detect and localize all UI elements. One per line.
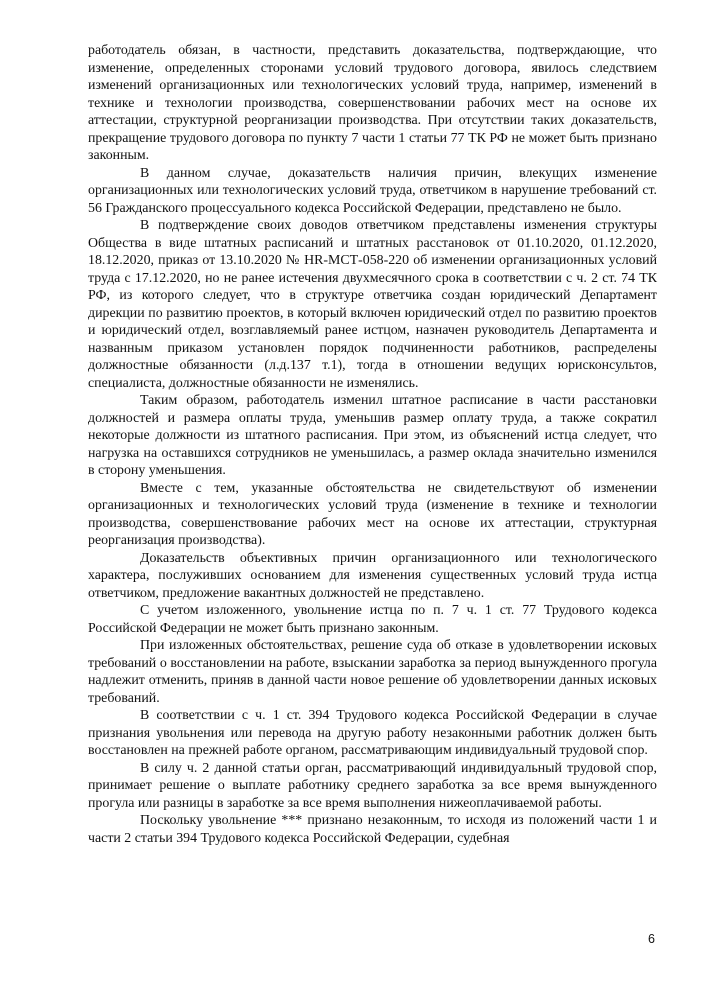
paragraph: В данном случае, доказательств наличия причин, влекущих изменение организационных или технологических условий труда, ответчиком в нарушение требований ст. 56 Гражданского процессуального кодекса Российской Федерации, представлено не было. <box>88 165 657 216</box>
paragraph: При изложенных обстоятельствах, решение суда об отказе в удовлетворении исковых требований о восстановлении на работе, взыскании заработка за период вынужденного прогула надлежит отменить, приняв в данной части новое решение об удовлетворении данных исковых требований. <box>88 638 657 706</box>
paragraph: Доказательств объективных причин организационного или технологического характера, послуживших основанием для изменения существенных условий труда истца ответчиком, предложение вакантных должностей не представлено. <box>88 550 657 601</box>
page-number: 6 <box>648 932 655 946</box>
paragraph: Таким образом, работодатель изменил штатное расписание в части расстановки должностей и размера оплаты труда, уменьшив размер оплату труда, а также сократил некоторые должности из штатного расписания. При этом, из объяснений истца следует, что нагрузка на оставшихся сотрудников не уменьшилась, а размер оклада значительно изменился в сторону уменьшения. <box>88 393 657 478</box>
paragraph: С учетом изложенного, увольнение истца по п. 7 ч. 1 ст. 77 Трудового кодекса Российской Федерации не может быть признано законным. <box>88 603 657 636</box>
body-text <box>88 42 657 847</box>
paragraph: работодатель обязан, в частности, представить доказательства, подтверждающие, что изменение, определенных сторонами условий трудового договора, явилось следствием изменений организационных или технологических условий труда, например, изменений в технике и технологии производства, совершенствовании рабочих мест на основе их аттестации, структурной реорганизации производства. При отсутствии таких доказательств, прекращение трудового договора по пункту 7 части 1 статьи 77 ТК РФ не может быть признано законным. <box>88 43 657 163</box>
paragraph: В подтверждение своих доводов ответчиком представлены изменения структуры Общества в виде штатных расписаний и штатных расстановок от 01.10.2020, 01.12.2020, 18.12.2020, приказ от 13.10.2020 № НR-МСТ-058-220 об изменении организационных условий труда с 17.12.2020, но не ранее истечения двухмесячного срока в соответствии с ч. 2 ст. 74 ТК РФ, из которого следует, что в структуре ответчика создан юридический Департамент дирекции по развитию проектов, в который включен юридический отдел по развитию проектов и юридический отдел, возглавляемый ранее истцом, назначен руководитель Департамента и названным приказом установлен порядок подчиненности работников, распределены должностные обязанности (л.д.137 т.1), тогда в отношении ведущих юрисконсультов, специалиста, должностные обязанности не изменялись. <box>88 218 657 391</box>
paragraph: Поскольку увольнение *** признано незаконным, то исходя из положений части 1 и части 2 статьи 394 Трудового кодекса Российской Федерации, судебная <box>88 813 657 846</box>
paragraph: В соответствии с ч. 1 ст. 394 Трудового кодекса Российской Федерации в случае признания увольнения или перевода на другую работу незаконными работник должен быть восстановлен на прежней работе органом, рассматривающим индивидуальный трудовой спор. <box>88 708 657 758</box>
paragraph: Вместе с тем, указанные обстоятельства не свидетельствуют об изменении организационных и технологических условий труда (изменение в технике и технологии производства, совершенствование рабочих мест на основе их аттестации, структурная реорганизация производства). <box>88 480 657 548</box>
paragraph: В силу ч. 2 данной статьи орган, рассматривающий индивидуальный трудовой спор, принимает решение о выплате работнику среднего заработка за все время вынужденного прогула или разницы в заработке за все время выполнения нижеоплачиваемой работы. <box>88 760 657 811</box>
